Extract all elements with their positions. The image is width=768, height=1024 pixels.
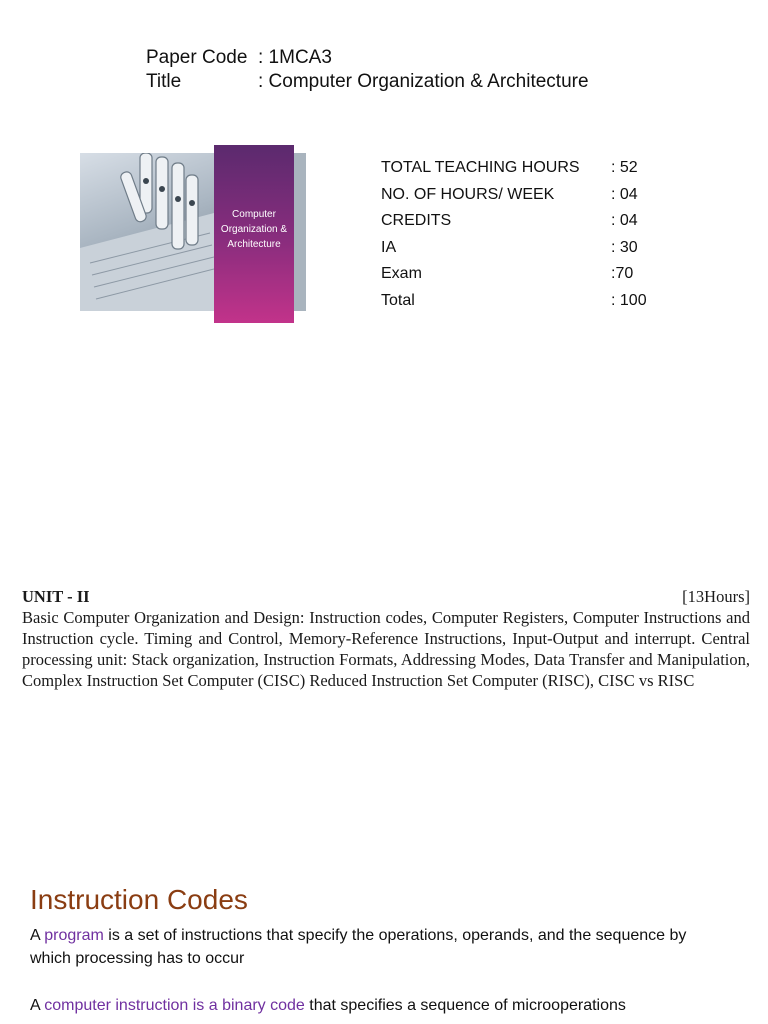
stat-row bbox=[381, 155, 647, 182]
term-program: program bbox=[44, 927, 104, 944]
stat-label: Total bbox=[381, 291, 415, 309]
unit-title: UNIT - II bbox=[22, 587, 90, 606]
computer-instruction-definition bbox=[30, 994, 730, 1017]
cover-title-strip bbox=[214, 145, 294, 323]
course-header bbox=[146, 46, 589, 94]
stat-value: : 30 bbox=[611, 238, 638, 256]
para2-suffix: that specifies a sequence of microoperations bbox=[304, 997, 626, 1014]
stat-label: IA bbox=[381, 238, 397, 256]
cover-edge bbox=[294, 153, 306, 311]
stat-value: : 52 bbox=[611, 159, 638, 176]
stat-row bbox=[381, 182, 647, 209]
stat-row bbox=[381, 235, 647, 262]
paper-code-value: : 1MCA3 bbox=[258, 47, 332, 68]
stat-value: : 04 bbox=[611, 185, 638, 203]
title-label: Title bbox=[146, 71, 182, 92]
stat-label: CREDITS bbox=[381, 212, 452, 229]
title-row bbox=[146, 70, 589, 94]
stat-row bbox=[381, 261, 647, 288]
para1-prefix: A bbox=[30, 927, 45, 944]
stat-row bbox=[381, 208, 647, 235]
paper-code-label: Paper Code bbox=[146, 47, 248, 68]
cover-title: Computer Organization & Architecture bbox=[220, 209, 288, 250]
course-stats-table bbox=[381, 155, 647, 314]
stat-value: : 04 bbox=[611, 212, 638, 229]
para2-prefix: A bbox=[30, 997, 45, 1014]
term-computer-instruction: computer instruction is a binary code bbox=[44, 997, 305, 1014]
book-cover-image bbox=[80, 145, 306, 323]
stat-label: NO. OF HOURS/ WEEK bbox=[381, 185, 555, 203]
unit-body: Basic Computer Organization and Design: Instruction codes, Computer Registers, Computer Instructions and Instruction cycle. Timing and Control, Memory-Reference Instructions, Input-Output and interrupt. Central processing unit: Stack organization, Instruction Formats, Addressing Modes, Data Transfer and Manipulation, Complex Instruction Set Computer (CISC) Reduced Instruction Set Computer (RISC), CISC vs RISC bbox=[22, 608, 750, 690]
robot-hand-laptop-picture bbox=[80, 153, 214, 311]
title-value: : Computer Organization & Architecture bbox=[258, 71, 589, 92]
program-definition bbox=[30, 924, 730, 970]
stat-label: TOTAL TEACHING HOURS bbox=[381, 159, 580, 176]
para1-suffix: is a set of instructions that specify the operations, operands, and the sequence by which processing has to occur bbox=[30, 927, 687, 967]
stat-value: :70 bbox=[611, 265, 634, 282]
stat-label: Exam bbox=[381, 265, 422, 282]
stat-value: : 100 bbox=[611, 291, 647, 309]
stat-row bbox=[381, 288, 647, 315]
unit-ii-syllabus bbox=[22, 586, 750, 691]
unit-hours: [13Hours] bbox=[682, 587, 750, 606]
section-title: Instruction Codes bbox=[30, 884, 248, 915]
paper-code-row bbox=[146, 46, 589, 70]
